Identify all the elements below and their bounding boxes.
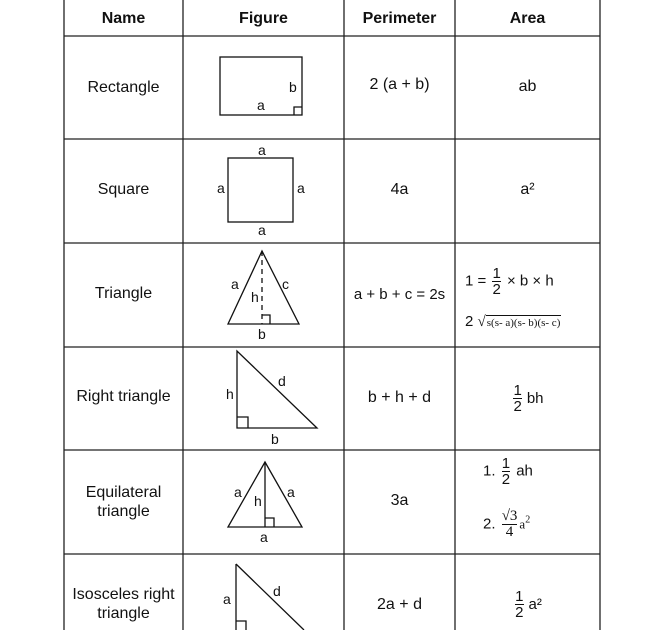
triangle-area-formula-2 — [465, 313, 561, 331]
isosceles-label-a: a — [223, 591, 231, 607]
rectangle-label-b: b — [289, 79, 297, 95]
header-perimeter: Perimeter — [362, 9, 437, 27]
triangle-area1-prefix: 1 = — [465, 272, 487, 290]
fraction-numerator: 1 — [501, 455, 511, 472]
isosceles-label-d: d — [273, 583, 281, 599]
triangle-label-a: a — [231, 276, 239, 292]
fraction-numerator: 1 — [492, 265, 501, 282]
square-name: Square — [97, 180, 150, 198]
triangle-area1-fraction — [492, 266, 500, 297]
header-name: Name — [101, 9, 146, 27]
equilateral-area-formula-1 — [483, 456, 533, 487]
radical-icon: √ — [477, 314, 486, 330]
isosceles-right-triangle-name: Isosceles right triangle — [72, 586, 175, 622]
isosceles-right-triangle-figure — [183, 554, 344, 630]
rectangle-perimeter: 2 (a + b) — [369, 76, 430, 93]
rectangle-name: Rectangle — [87, 79, 160, 96]
triangle-perimeter: a + b + c = 2s — [353, 285, 446, 303]
fraction-denominator: 2 — [515, 603, 524, 621]
isosceles-perimeter: 2a + d — [377, 595, 422, 613]
equilateral-label-a-right: a — [287, 484, 295, 500]
header-figure: Figure — [239, 9, 288, 27]
isosceles-area — [455, 578, 600, 630]
right-triangle-label-h: h — [226, 386, 234, 402]
right-triangle-area-fraction — [513, 383, 521, 414]
rectangle-label-a: a — [257, 97, 265, 113]
equilateral-area2-suffix: a — [519, 516, 526, 532]
equilateral-area1-fraction — [502, 456, 510, 487]
isosceles-area-suffix: a² — [528, 595, 542, 613]
equilateral-area1-suffix: ah — [516, 462, 533, 480]
equilateral-label-a-bottom: a — [260, 529, 268, 545]
equilateral-area1-prefix: 1. — [483, 462, 496, 480]
triangle-area2-radical: s(s- a)(s- b)(s- c) — [486, 317, 561, 329]
square-label-top: a — [258, 142, 266, 158]
equilateral-area-formula-2 — [483, 509, 530, 540]
right-triangle-label-d: d — [278, 373, 286, 389]
square-label-right: a — [297, 180, 305, 196]
right-triangle-label-b: b — [271, 431, 279, 447]
square-label-bottom: a — [258, 222, 266, 238]
fraction-denominator: 2 — [513, 398, 522, 415]
fraction-numerator: 1 — [513, 382, 522, 399]
fraction-numerator: 1 — [515, 587, 524, 605]
fraction-denominator: 2 — [501, 471, 511, 488]
triangle-label-h: h — [251, 289, 259, 305]
fraction-numerator: √3 — [501, 508, 518, 524]
square-perimeter: 4a — [390, 180, 409, 198]
equilateral-area2-prefix: 2. — [483, 515, 496, 533]
equilateral-triangle-name: Equilateral triangle — [85, 484, 162, 520]
equilateral-perimeter: 3a — [390, 491, 409, 509]
right-triangle-name: Right triangle — [76, 388, 171, 405]
equilateral-area2-fraction — [502, 509, 518, 540]
triangle-label-b: b — [258, 326, 266, 342]
header-area: Area — [509, 9, 546, 27]
rectangle-area: ab — [518, 78, 537, 95]
right-triangle-area — [455, 347, 600, 450]
triangle-label-c: c — [282, 276, 289, 292]
triangle-area-formula-1 — [465, 266, 554, 297]
equilateral-area2-exponent: 2 — [525, 514, 531, 526]
square-area: a² — [520, 180, 535, 198]
equilateral-label-a-left: a — [234, 484, 242, 500]
right-triangle-perimeter: b + h + d — [367, 389, 432, 406]
rectangle-figure — [183, 36, 344, 139]
fraction-denominator: 4 — [505, 524, 514, 540]
triangle-name: Triangle — [94, 284, 153, 302]
isosceles-area-fraction — [515, 589, 523, 620]
square-label-left: a — [217, 180, 225, 196]
right-triangle-area-suffix: bh — [526, 390, 544, 407]
equilateral-label-h: h — [254, 493, 262, 509]
triangle-area1-suffix: × b × h — [506, 272, 554, 290]
right-triangle-figure — [183, 347, 344, 450]
fraction-denominator: 2 — [492, 281, 501, 298]
triangle-area2-prefix: 2 — [465, 313, 474, 330]
